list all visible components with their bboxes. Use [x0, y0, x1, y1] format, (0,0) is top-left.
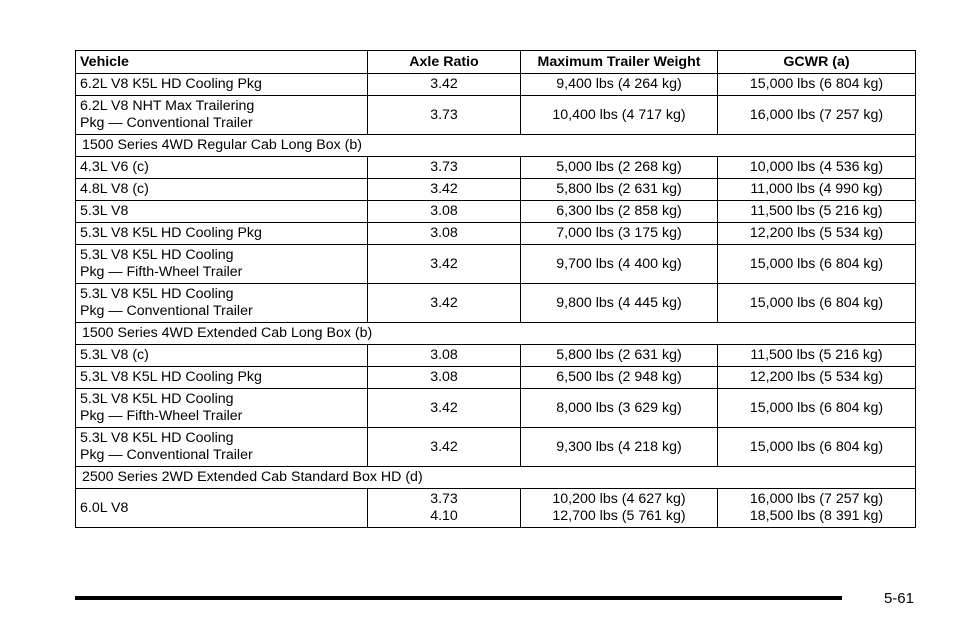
table-row — [76, 201, 916, 223]
gcwr-line: 16,000 lbs (7 257 kg) — [749, 491, 884, 507]
vehicle-line: Pkg — Fifth-Wheel Trailer — [80, 264, 243, 280]
table-row — [76, 157, 916, 179]
header-axle-ratio: Axle Ratio — [368, 51, 521, 74]
vehicle-line: Pkg — Fifth-Wheel Trailer — [80, 408, 243, 424]
section-heading: 2500 Series 2WD Extended Cab Standard Box HD (d) — [76, 467, 916, 489]
gcwr-cell: 12,200 lbs (5 534 kg) — [718, 223, 916, 245]
table-header-row — [76, 51, 916, 74]
trailer-weight-cell: 8,000 lbs (3 629 kg) — [521, 389, 718, 428]
vehicle-cell — [76, 428, 368, 467]
axle-ratio-line: 3.73 — [430, 491, 458, 507]
section-row — [76, 323, 916, 345]
gcwr-cell: 16,000 lbs (7 257 kg) — [718, 96, 916, 135]
axle-ratio-cell: 3.42 — [368, 284, 521, 323]
gcwr-cell: 15,000 lbs (6 804 kg) — [718, 245, 916, 284]
gcwr-cell: 12,200 lbs (5 534 kg) — [718, 367, 916, 389]
axle-ratio-cell: 3.08 — [368, 345, 521, 367]
footer-rule — [75, 596, 842, 600]
section-row — [76, 135, 916, 157]
gcwr-cell: 11,500 lbs (5 216 kg) — [718, 201, 916, 223]
gcwr-cell — [718, 489, 916, 528]
section-heading: 1500 Series 4WD Extended Cab Long Box (b) — [76, 323, 916, 345]
vehicle-cell: 4.3L V6 (c) — [76, 157, 368, 179]
gcwr-cell: 11,500 lbs (5 216 kg) — [718, 345, 916, 367]
vehicle-line: 5.3L V8 K5L HD Cooling — [80, 391, 234, 407]
trailer-weight-line: 10,200 lbs (4 627 kg) — [552, 491, 686, 507]
axle-ratio-cell: 3.42 — [368, 179, 521, 201]
trailer-weight-cell: 6,500 lbs (2 948 kg) — [521, 367, 718, 389]
gcwr-cell: 15,000 lbs (6 804 kg) — [718, 428, 916, 467]
vehicle-cell — [76, 284, 368, 323]
vehicle-line: 5.3L V8 K5L HD Cooling — [80, 430, 234, 446]
vehicle-cell: 5.3L V8 K5L HD Cooling Pkg — [76, 367, 368, 389]
gcwr-cell: 10,000 lbs (4 536 kg) — [718, 157, 916, 179]
vehicle-cell: 4.8L V8 (c) — [76, 179, 368, 201]
trailer-weight-cell: 9,400 lbs (4 264 kg) — [521, 74, 718, 96]
axle-ratio-cell: 3.42 — [368, 245, 521, 284]
vehicle-line: 6.2L V8 NHT Max Trailering — [80, 98, 255, 114]
trailer-weight-cell: 5,000 lbs (2 268 kg) — [521, 157, 718, 179]
section-heading: 1500 Series 4WD Regular Cab Long Box (b) — [76, 135, 916, 157]
table-row — [76, 96, 916, 135]
vehicle-line: Pkg — Conventional Trailer — [80, 447, 253, 463]
table-row — [76, 284, 916, 323]
header-vehicle: Vehicle — [76, 51, 368, 74]
gcwr-cell: 15,000 lbs (6 804 kg) — [718, 389, 916, 428]
vehicle-line: 5.3L V8 K5L HD Cooling — [80, 247, 234, 263]
axle-ratio-line: 4.10 — [430, 508, 458, 524]
page-number: 5-61 — [883, 590, 914, 607]
vehicle-cell: 5.3L V8 — [76, 201, 368, 223]
trailer-weight-table — [75, 50, 916, 528]
table-row — [76, 179, 916, 201]
trailer-weight-cell: 9,700 lbs (4 400 kg) — [521, 245, 718, 284]
axle-ratio-cell: 3.42 — [368, 74, 521, 96]
axle-ratio-cell: 3.42 — [368, 389, 521, 428]
table-row — [76, 389, 916, 428]
table-row — [76, 345, 916, 367]
trailer-weight-cell — [521, 489, 718, 528]
axle-ratio-cell: 3.42 — [368, 428, 521, 467]
header-max-trailer-weight: Maximum Trailer Weight — [521, 51, 718, 74]
trailer-weight-cell: 7,000 lbs (3 175 kg) — [521, 223, 718, 245]
table-row — [76, 489, 916, 528]
vehicle-cell — [76, 389, 368, 428]
axle-ratio-cell — [368, 489, 521, 528]
trailer-weight-cell: 9,300 lbs (4 218 kg) — [521, 428, 718, 467]
vehicle-cell: 6.0L V8 — [76, 489, 368, 528]
trailer-weight-cell: 9,800 lbs (4 445 kg) — [521, 284, 718, 323]
gcwr-cell: 11,000 lbs (4 990 kg) — [718, 179, 916, 201]
header-gcwr: GCWR (a) — [718, 51, 916, 74]
vehicle-line: 5.3L V8 K5L HD Cooling — [80, 286, 234, 302]
vehicle-cell: 6.2L V8 K5L HD Cooling Pkg — [76, 74, 368, 96]
axle-ratio-cell: 3.08 — [368, 223, 521, 245]
table-row — [76, 428, 916, 467]
vehicle-line: Pkg — Conventional Trailer — [80, 303, 253, 319]
section-row — [76, 467, 916, 489]
gcwr-line: 18,500 lbs (8 391 kg) — [749, 508, 884, 524]
table-row — [76, 74, 916, 96]
vehicle-cell: 5.3L V8 (c) — [76, 345, 368, 367]
table-row — [76, 367, 916, 389]
gcwr-cell: 15,000 lbs (6 804 kg) — [718, 284, 916, 323]
axle-ratio-cell: 3.08 — [368, 201, 521, 223]
vehicle-cell — [76, 245, 368, 284]
table-row — [76, 245, 916, 284]
trailer-weight-cell: 6,300 lbs (2 858 kg) — [521, 201, 718, 223]
gcwr-cell: 15,000 lbs (6 804 kg) — [718, 74, 916, 96]
trailer-weight-cell: 5,800 lbs (2 631 kg) — [521, 179, 718, 201]
vehicle-cell — [76, 96, 368, 135]
trailer-weight-line: 12,700 lbs (5 761 kg) — [552, 508, 686, 524]
axle-ratio-cell: 3.73 — [368, 157, 521, 179]
trailer-weight-cell: 10,400 lbs (4 717 kg) — [521, 96, 718, 135]
axle-ratio-cell: 3.08 — [368, 367, 521, 389]
vehicle-cell: 5.3L V8 K5L HD Cooling Pkg — [76, 223, 368, 245]
trailer-weight-cell: 5,800 lbs (2 631 kg) — [521, 345, 718, 367]
vehicle-line: Pkg — Conventional Trailer — [80, 115, 253, 131]
axle-ratio-cell: 3.73 — [368, 96, 521, 135]
table-row — [76, 223, 916, 245]
